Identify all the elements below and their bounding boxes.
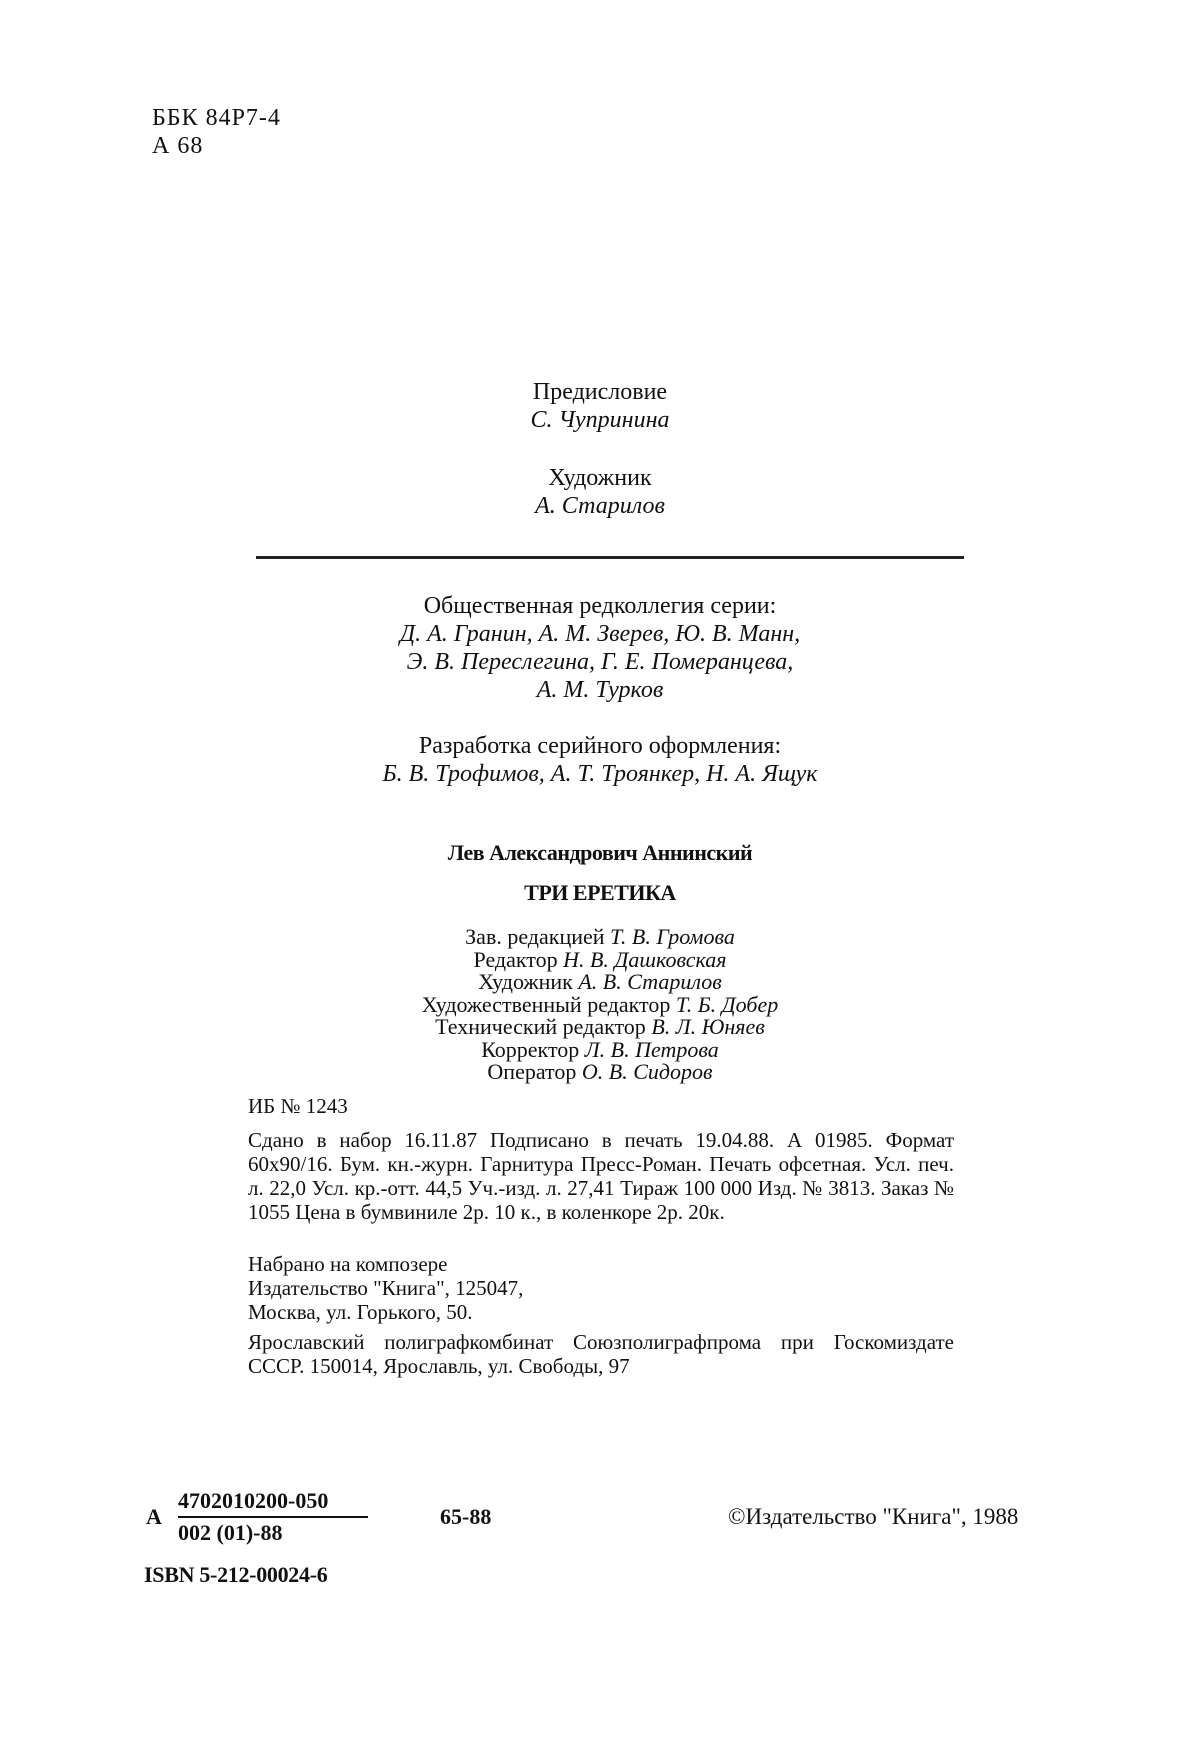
staff-row [0,926,1200,949]
staff-name: Т. Б. Добер [675,991,779,1017]
isbn: ISBN 5-212-00024-6 [144,1562,328,1587]
staff-name: Т. В. Громова [610,924,735,949]
ib-number: ИБ № 1243 [248,1094,348,1118]
staff-role: Художник [478,969,573,994]
credit-name-artist: А. Старилов [535,493,665,519]
staff-name: В. Л. Юняев [651,1014,765,1039]
printer-info: Ярославский полиграфкомбинат Союзполиграфпрома при Госкомиздате СССР. 150014, Ярославль, ул. Свободы, 97 [248,1330,954,1378]
staff-role: Корректор [481,1036,580,1062]
staff-role: Оператор [487,1059,577,1084]
index-letter: А [146,1504,162,1529]
bbk-line-2: А 68 [152,133,204,159]
credit-name-preface: С. Чупринина [530,407,670,433]
bbk-code [152,104,281,160]
book-author: Лев Александрович Аннинский [447,840,753,865]
staff-role: Зав. редакцией [465,924,605,949]
staff-row [0,1036,1200,1062]
staff-row [0,1016,1200,1039]
credits-block [0,378,1200,520]
staff-list [0,926,1200,1084]
credit-role-preface: Предисловие [532,379,668,405]
design-heading: Разработка серийного оформления: [418,733,782,759]
staff-name: А. В. Старилов [578,969,722,994]
index-denominator: 002 (01)-88 [178,1520,283,1545]
imprint-details: Сдано в набор 16.11.87 Подписано в печать 19.04.88. А 01985. Формат 60x90/16. Бум. кн.-журн. Гарнитура Пресс-Роман. Печать офсетная. Усл. печ. л. 22,0 Усл. кр.-отт. 44,5 Уч.-изд. л. 27,41 Тираж 100 000 Изд. № 3813. Заказ № 1055 Цена в бумвиниле 2р. 10 к., в коленкоре 2р. 20к. [248,1128,954,1224]
staff-row [0,971,1200,994]
typeset-info [248,1252,954,1324]
index-code: 65-88 [440,1504,492,1529]
staff-name: Л. В. Петрова [584,1036,719,1062]
staff-name: О. В. Сидоров [581,1059,713,1084]
board-member-line-2: Э. В. Переслегина, Г. Е. Померанцева, [406,649,794,675]
credit-role-artist: Художник [548,465,652,491]
typeset-line-2: Издательство "Книга", 125047, [248,1276,524,1300]
staff-role: Редактор [473,946,558,972]
staff-row [0,946,1200,972]
board-member-line-1: Д. А. Гранин, А. М. Зверев, Ю. В. Манн, [399,621,801,647]
board-member-line-3: А. М. Турков [536,677,664,703]
bbk-line-1: ББК 84Р7-4 [152,105,281,131]
staff-role: Технический редактор [435,1014,646,1039]
divider-rule [256,556,964,559]
typeset-line-1: Набрано на композере [248,1252,448,1276]
design-members: Б. В. Трофимов, А. Т. Троянкер, Н. А. Ящук [382,761,818,787]
staff-row [0,991,1200,1017]
book-title: ТРИ ЕРЕТИКА [524,880,676,905]
editorial-board [0,592,1200,788]
board-heading: Общественная редколлегия серии: [423,593,777,619]
staff-role: Художественный редактор [421,991,671,1017]
staff-name: Н. В. Дашковская [563,946,727,972]
typeset-line-3: Москва, ул. Горького, 50. [248,1300,473,1324]
staff-row [0,1061,1200,1084]
index-numerator: 4702010200-050 [178,1488,368,1518]
copyright-notice: ©Издательство "Книга", 1988 [728,1504,1019,1529]
